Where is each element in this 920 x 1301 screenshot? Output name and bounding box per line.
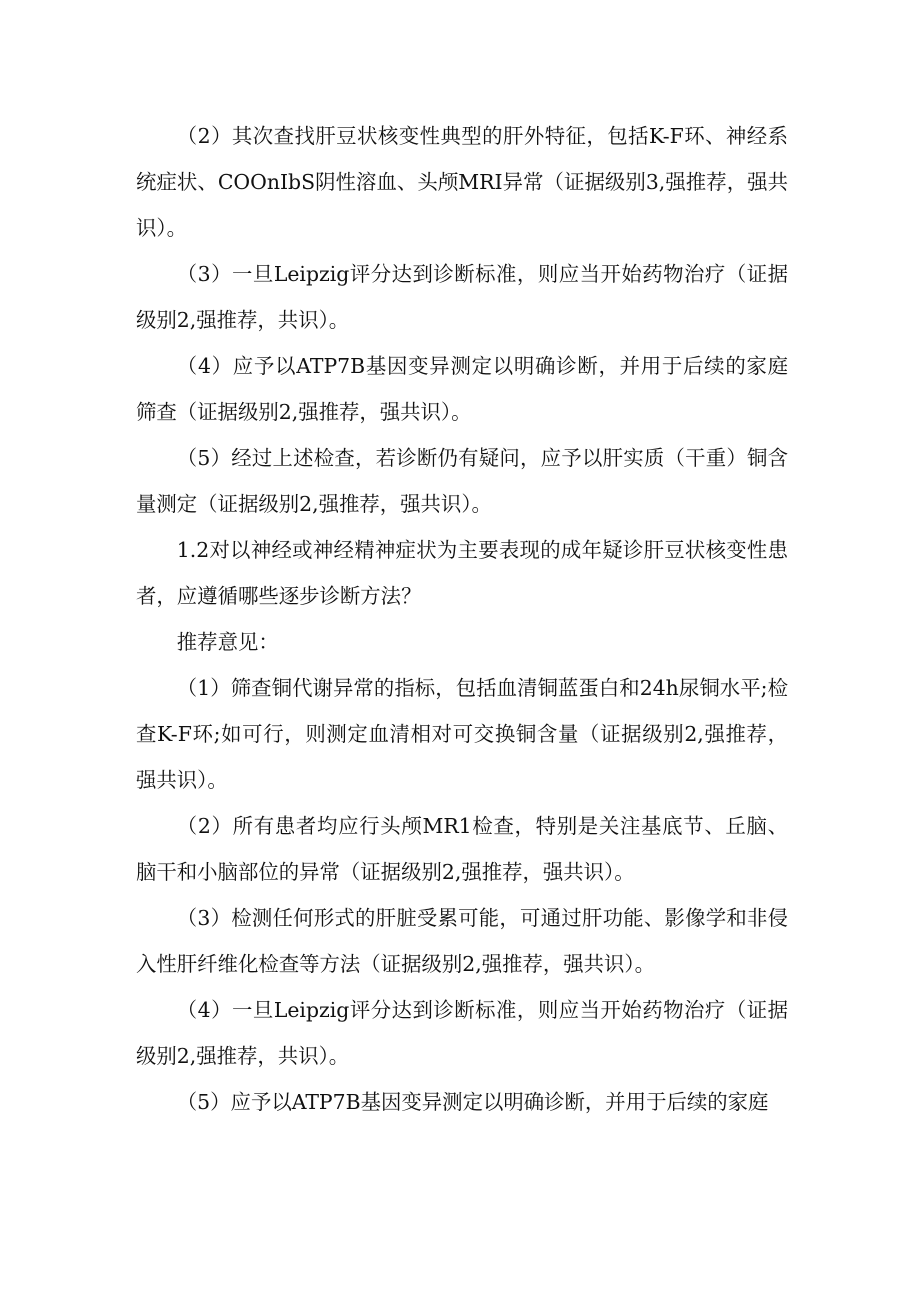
paragraph-leipzig-treatment: （3）一旦Leipzig评分达到诊断标准，则应当开始药物治疗（证据级别2,强推荐，共识）。 (136, 262, 788, 332)
document-body (136, 113, 788, 1125)
section-heading-1-2: 1.2对以神经或神经精神症状为主要表现的成年疑诊肝豆状核变性患者，应遵循哪些逐步诊断方法？ (136, 538, 788, 608)
paragraph-mri-exam: （2）所有患者均应行头颅MR1检查，特别是关注基底节、丘脑、脑干和小脑部位的异常（证据级别2,强推荐，强共识）。 (136, 814, 788, 884)
recommendation-label: 推荐意见： (176, 630, 279, 654)
paragraph-atp7b-testing: （4）应予以ATP7B基因变异测定以明确诊断，并用于后续的家庭筛查（证据级别2,强推荐，强共识）。 (136, 354, 788, 424)
paragraph-copper-content: （5）经过上述检查，若诊断仍有疑问，应予以肝实质（干重）铜含量测定（证据级别2,强推荐，强共识）。 (136, 446, 788, 516)
paragraph-liver-extra-features: （2）其次查找肝豆状核变性典型的肝外特征，包括K-F环、神经系统症状、COOnIbS阴性溶血、头颅MRI异常（证据级别3,强推荐，强共识）。 (136, 124, 788, 240)
paragraph-leipzig-treatment-2: （4）一旦Leipzig评分达到诊断标准，则应当开始药物治疗（证据级别2,强推荐，共识）。 (136, 998, 788, 1068)
paragraph-atp7b-testing-2: （5）应予以ATP7B基因变异测定以明确诊断，并用于后续的家庭 (176, 1090, 769, 1114)
paragraph-copper-screening: （1）筛查铜代谢异常的指标，包括血清铜蓝蛋白和24h尿铜水平;检查K-F环;如可行，则测定血清相对可交换铜含量（证据级别2,强推荐，强共识）。 (136, 676, 788, 792)
paragraph-liver-involvement: （3）检测任何形式的肝脏受累可能，可通过肝功能、影像学和非侵入性肝纤维化检查等方法（证据级别2,强推荐，强共识）。 (136, 906, 788, 976)
